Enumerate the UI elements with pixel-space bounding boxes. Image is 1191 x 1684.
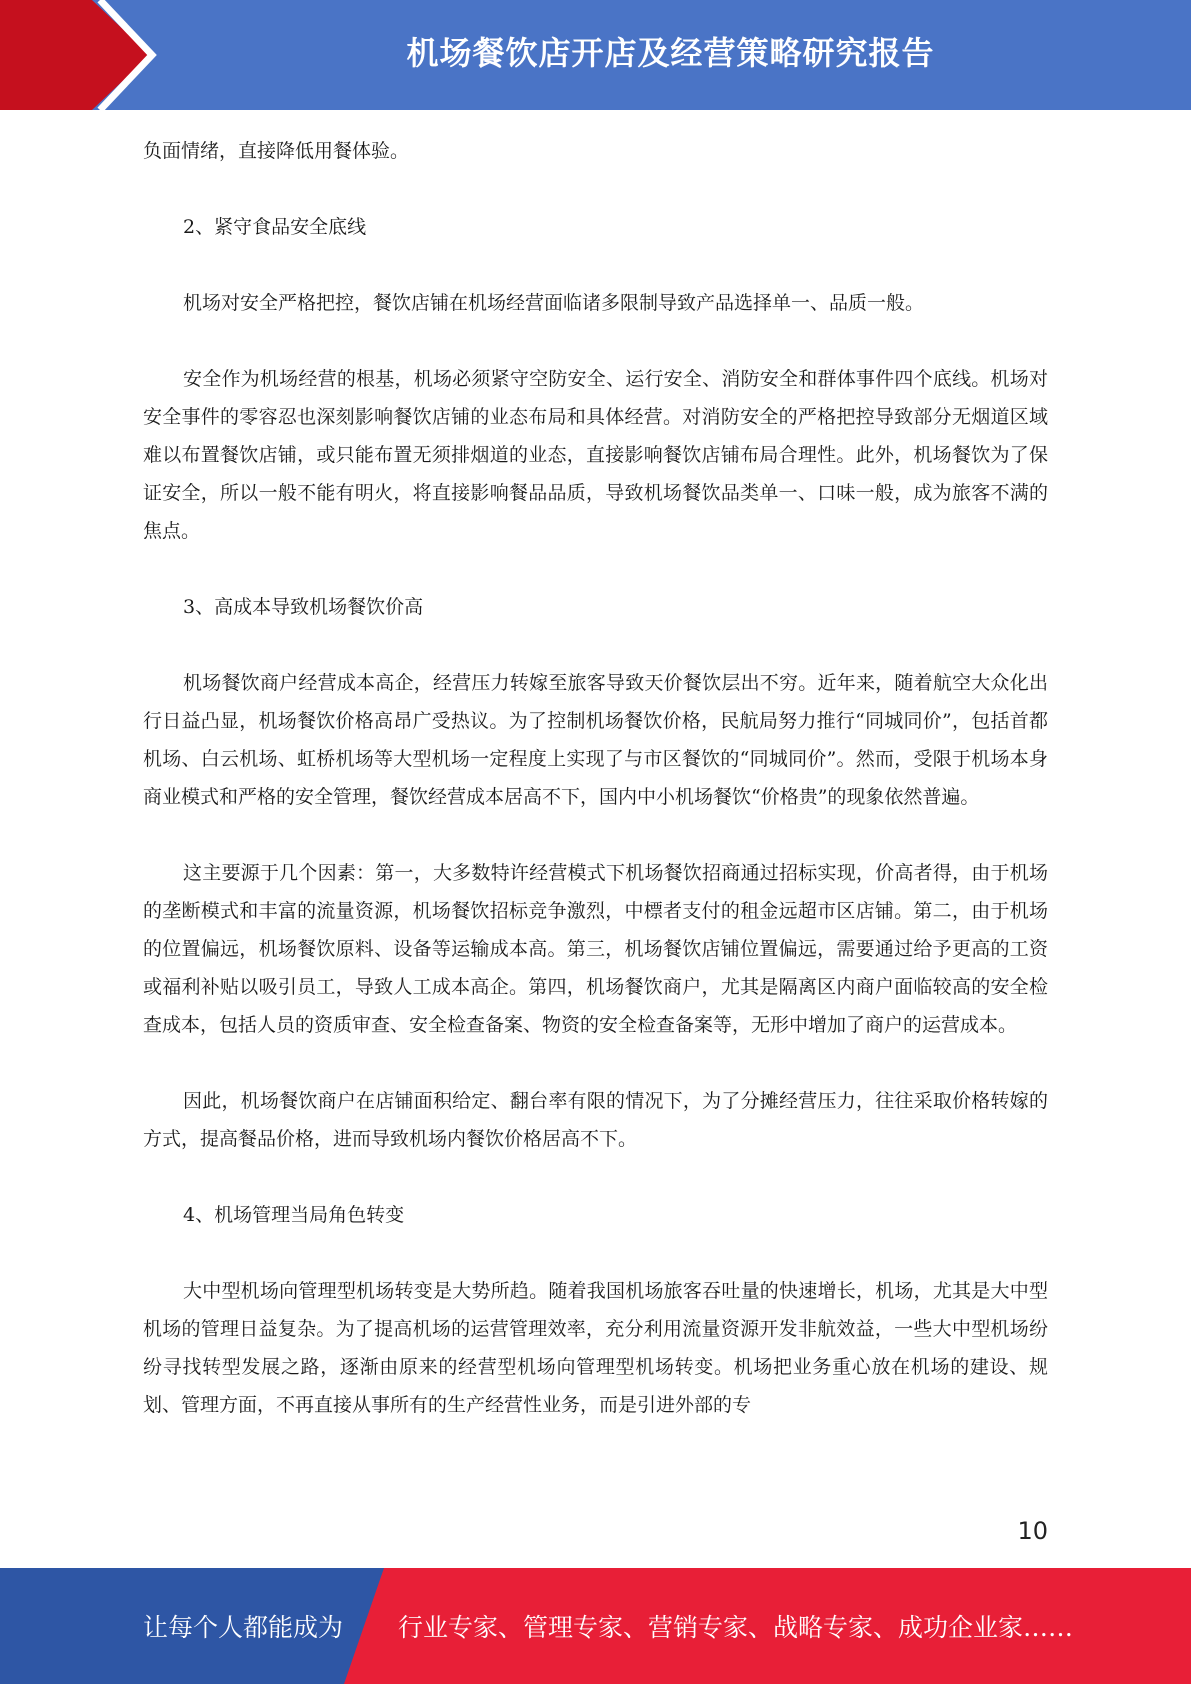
page-footer: [0, 1568, 1191, 1684]
page-number: 10: [1017, 1517, 1048, 1545]
paragraph-7: 这主要源于几个因素：第一，大多数特许经营模式下机场餐饮招商通过招标实现，价高者得，由于机场的垄断模式和丰富的流量资源，机场餐饮招标竞争激烈，中標者支付的租金远超市区店铺。第二，由于机场的位置偏远，机场餐饮原料、设备等运输成本高。第三，机场餐饮店铺位置偏远，需要通过给予更高的工资或福利补贴以吸引员工，导致人工成本高企。第四，机场餐饮商户，尤其是隔离区内商户面临较高的安全检查成本，包括人员的资质审查、安全检查备案、物资的安全检查备案等，无形中增加了商户的运营成本。: [143, 862, 1048, 1036]
paragraph-3: 机场对安全严格把控，餐饮店铺在机场经营面临诸多限制导致产品选择单一、品质一般。: [183, 292, 925, 314]
paragraph-4: 安全作为机场经营的根基，机场必须紧守空防安全、运行安全、消防安全和群体事件四个底线。机场对安全事件的零容忍也深刻影响餐饮店铺的业态布局和具体经营。对消防安全的严格把控导致部分无烟道区域难以布置餐饮店铺，或只能布置无须排烟道的业态，直接影响餐饮店铺布局合理性。此外，机场餐饮为了保证安全，所以一般不能有明火，将直接影响餐品品质，导致机场餐饮品类单一、口味一般，成为旅客不满的焦点。: [143, 368, 1048, 542]
section-heading-3: 3、高成本导致机场餐饮价高: [183, 596, 424, 618]
document-body: [143, 132, 1048, 1424]
section-heading-2: 2、紧守食品安全底线: [183, 216, 367, 238]
footer-slogan-right: 行业专家、管理专家、营销专家、战略专家、成功企业家……: [398, 1613, 1074, 1642]
page-header: [0, 0, 1191, 110]
header-red-arrow: [0, 0, 150, 110]
paragraph-10: 大中型机场向管理型机场转变是大势所趋。随着我国机场旅客吞吐量的快速增长，机场，尤其是大中型机场的管理日益复杂。为了提高机场的运营管理效率，充分利用流量资源开发非航效益，一些大中型机场纷纷寻找转型发展之路，逐渐由原来的经营型机场向管理型机场转变。机场把业务重心放在机场的建设、规划、管理方面，不再直接从事所有的生产经营性业务，而是引进外部的专: [143, 1280, 1048, 1416]
report-title: 机场餐饮店开店及经营策略研究报告: [406, 34, 935, 72]
paragraph-1: 负面情绪，直接降低用餐体验。: [143, 140, 410, 162]
paragraph-6: 机场餐饮商户经营成本高企，经营压力转嫁至旅客导致天价餐饮层出不穷。近年来，随着航空大众化出行日益凸显，机场餐饮价格高昂广受热议。为了控制机场餐饮价格，民航局努力推行“同城同价”，包括首都机场、白云机场、虹桥机场等大型机场一定程度上实现了与市区餐饮的“同城同价”。然而，受限于机场本身商业模式和严格的安全管理，餐饮经营成本居高不下，国内中小机场餐饮“价格贵”的现象依然普遍。: [143, 672, 1048, 808]
section-heading-4: 4、机场管理当局角色转变: [183, 1204, 405, 1226]
paragraph-8: 因此，机场餐饮商户在店铺面积给定、翻台率有限的情况下，为了分摊经营压力，往往采取价格转嫁的方式，提高餐品价格，进而导致机场内餐饮价格居高不下。: [143, 1090, 1048, 1150]
footer-slogan-left: 让每个人都能成为: [143, 1613, 344, 1642]
